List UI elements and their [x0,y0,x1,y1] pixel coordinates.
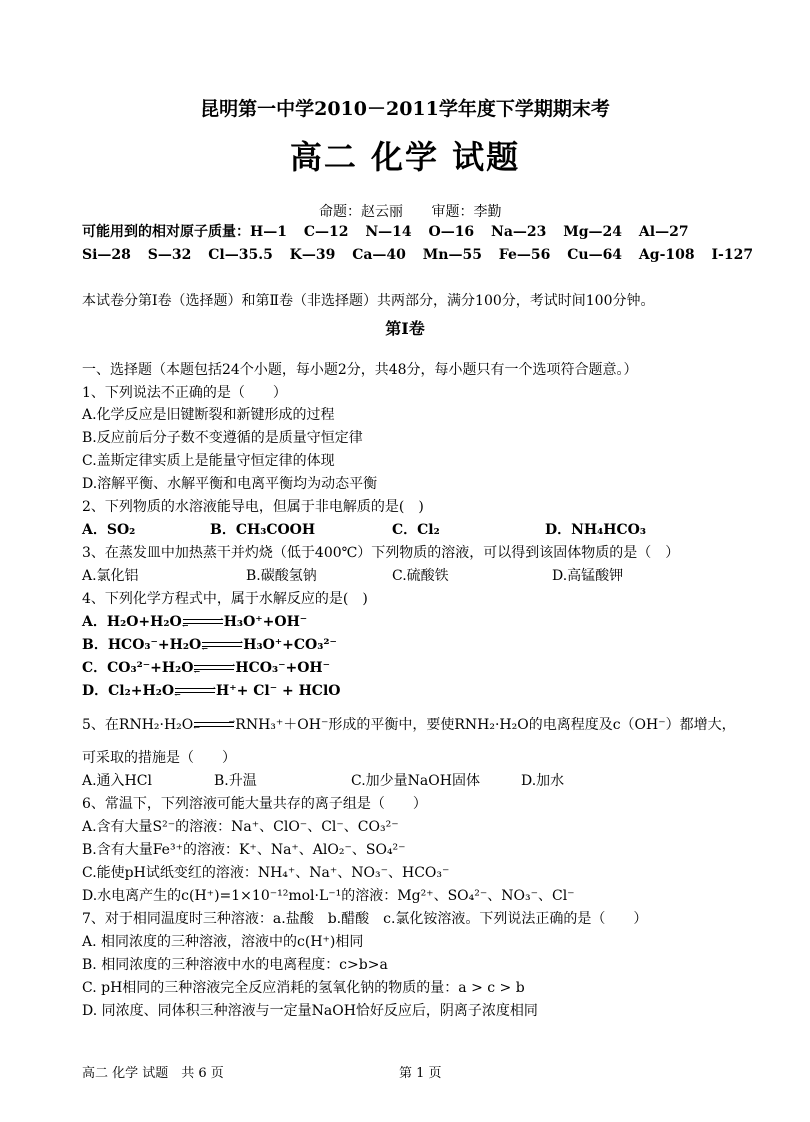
q4-option-c [82,659,330,677]
q3-option-b: B.碳酸氢钠 [246,568,317,584]
q1-stem: 1、下列说法不正确的是（ ） [82,385,287,401]
q5-stem-right: RNH₃⁺＋OH⁻形成的平衡中，要使RNH₂·H₂O的电离程度及c（OH⁻）都增大， [235,717,736,733]
section-heading: 一、选择题（本题包括24个小题，每小题2分，共48分，每小题只有一个选项符合题意。） [82,362,638,378]
q7-option-a: A. 相同浓度的三种溶液，溶液中的c(H⁺)相同 [82,934,364,950]
q7-stem: 7、对于相同温度时三种溶液：a.盐酸 b.醋酸 c.氯化铵溶液。下列说法正确的是（ ） [82,911,648,927]
q5-option-d: D.加水 [521,773,565,789]
atomic-mass-line-1: 可能用到的相对原子质量：H—1 C—12 N—14 O—16 Na—23 Mg—24 Al—27 [82,224,689,240]
q5-stem [82,716,736,734]
q4-d-products: H⁺+ Cl⁻ + HClO [216,683,341,699]
exam-intro: 本试卷分第Ⅰ卷（选择题）和第Ⅱ卷（非选择题）共两部分，满分100分，考试时间100分钟。 [82,293,655,309]
reviewer: 审题：李勤 [431,204,502,220]
q1-option-b: B.反应前后分子数不变遵循的是质量守恒定律 [82,430,363,446]
q5-stem-left: 5、在RNH₂·H₂O [82,717,194,733]
q5-option-a: A.通入HCl [82,773,152,789]
q4-option-d [82,682,340,700]
q6-option-a: A.含有大量S²⁻的溶液：Na⁺、ClO⁻、Cl⁻、CO₃²⁻ [82,819,399,835]
q4-a-reactants: A．H₂O+H₂O [82,614,182,630]
q6-option-b: B.含有大量Fe³⁺的溶液：K⁺、Na⁺、AlO₂⁻、SO₄²⁻ [82,842,406,858]
q7-option-c: C. pH相同的三种溶液完全反应消耗的氢氧化钠的物质的量：a > c > b [82,980,525,996]
school-title: 昆明第一中学2010－2011学年度下学期期末考 [200,98,610,120]
authors-line [319,201,525,221]
q5-option-b: B.升温 [214,773,257,789]
q3-stem: 3、在蒸发皿中加热蒸干并灼烧（低于400℃）下列物质的溶液，可以得到该固体物质的是（ ） [82,545,680,561]
author: 命题：赵云丽 [319,204,403,220]
q1-option-d: D.溶解平衡、水解平衡和电离平衡均为动态平衡 [82,476,378,492]
equilibrium-arrow-icon: ⇀ ↽ [174,683,217,699]
q4-b-products: H₃O⁺+CO₃²⁻ [243,637,337,653]
q4-option-b [82,636,337,654]
equilibrium-arrow-icon: ⇀ ↽ [201,637,244,653]
q4-c-products: HCO₃⁻+OH⁻ [235,660,331,676]
q2-stem: 2、下列物质的水溶液能导电，但属于非电解质的是( ) [82,499,424,515]
q5-stem-line2: 可采取的措施是（ ） [82,750,236,766]
q4-d-reactants: D．Cl₂+H₂O [82,683,175,699]
q6-option-c: C.能使pH试纸变红的溶液：NH₄⁺、Na⁺、NO₃⁻、HCO₃⁻ [82,865,450,881]
q1-option-a: A.化学反应是旧键断裂和新键形成的过程 [82,407,335,423]
q1-option-c: C.盖斯定律实质上是能量守恒定律的体现 [82,453,335,469]
q6-option-d: D.水电离产生的c(H⁺)=1×10⁻¹²mol·L⁻¹的溶液：Mg²⁺、SO₄²⁻、NO₃⁻、Cl⁻ [82,888,575,904]
q3-option-d: D.高锰酸钾 [552,568,624,584]
q3-option-a: A.氯化铝 [82,568,139,584]
q7-option-d: D. 同浓度、同体积三种溶液与一定量NaOH恰好反应后，阴离子浓度相同 [82,1003,538,1019]
volume-title: 第Ⅰ卷 [385,319,425,338]
q2-option-d: D．NH₄HCO₃ [545,522,646,538]
footer-page-number: 第 1 页 [399,1066,442,1081]
q2-option-c: C．Cl₂ [392,522,440,538]
q4-a-products: H₃O⁺+OH⁻ [223,614,308,630]
equilibrium-arrow-icon: ⇀ ↽ [181,614,224,630]
q5-option-c: C.加少量NaOH固体 [351,773,480,789]
atomic-mass-line-2: Si—28 S—32 Cl—35.5 K—39 Ca—40 Mn—55 Fe—56 Cu—64 Ag-108 I-127 [82,247,754,263]
q7-option-b: B. 相同浓度的三种溶液中水的电离程度：c>b>a [82,957,388,973]
q4-option-a [82,613,307,631]
q4-stem: 4、下列化学方程式中，属于水解反应的是( ) [82,591,368,607]
q6-stem: 6、常温下，下列溶液可能大量共存的离子组是（ ） [82,796,427,812]
q2-option-b: B．CH₃COOH [210,522,316,538]
exam-title: 高二 化学 试题 [289,138,521,176]
equilibrium-arrow-icon: ⇀ ↽ [193,717,236,732]
footer-page-total: 高二 化学 试题 共 6 页 [82,1066,224,1081]
q4-b-reactants: B．HCO₃⁻+H₂O [82,637,202,653]
equilibrium-arrow-icon: ⇀ ↽ [193,660,236,676]
q2-option-a: A．SO₂ [82,522,136,538]
q3-option-c: C.硫酸铁 [392,568,449,584]
q4-c-reactants: C．CO₃²⁻+H₂O [82,660,194,676]
